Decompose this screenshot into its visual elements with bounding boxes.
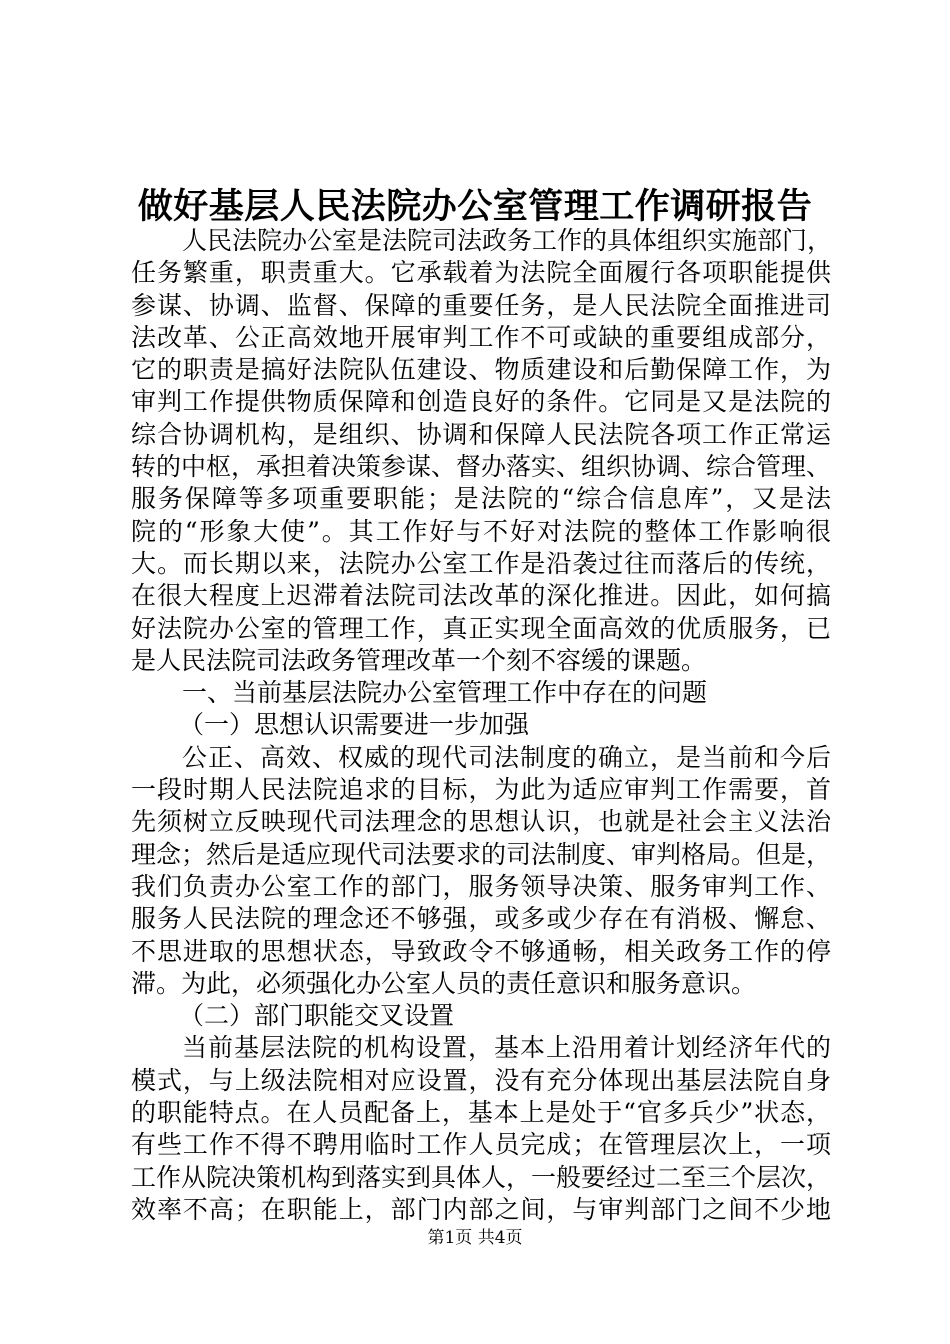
- text-line: 服务保障等多项重要职能；是法院的“综合信息库”，又是法: [131, 484, 831, 514]
- text-line: 效率不高；在职能上，部门内部之间，与审判部门之间不少地: [131, 1194, 831, 1224]
- text-line: 服务人民法院的理念还不够强，或多或少存在有消极、懈怠、: [131, 904, 831, 934]
- text-line: 一段时期人民法院追求的目标，为此为适应审判工作需要，首: [131, 775, 831, 805]
- text-line: 滞。为此，必须强化办公室人员的责任意识和服务意识。: [131, 968, 757, 998]
- text-line: 当前基层法院的机构设置，基本上沿用着计划经济年代的: [182, 1033, 831, 1063]
- text-line: 大。而长期以来，法院办公室工作是沿袭过往而落后的传统，: [131, 548, 831, 578]
- text-line: 好法院办公室的管理工作，真正实现全面高效的优质服务，已: [131, 613, 831, 643]
- text-line: 是人民法院司法政务管理改革一个刻不容缓的课题。: [131, 645, 707, 675]
- page-footer: 第1页 共4页: [427, 1228, 523, 1248]
- text-line: 工作从院决策机构到落实到具体人，一般要经过二至三个层次，: [131, 1162, 832, 1192]
- text-line: 我们负责办公室工作的部门，服务领导决策、服务审判工作、: [131, 871, 831, 901]
- text-line: 模式，与上级法院相对应设置，没有充分体现出基层法院自身: [131, 1065, 831, 1095]
- text-line: 法改革、公正高效地开展审判工作不可或缺的重要组成部分，: [131, 322, 831, 352]
- text-line: 先须树立反映现代司法理念的思想认识，也就是社会主义法治: [131, 807, 831, 837]
- text-line: 它的职责是搞好法院队伍建设、物质建设和后勤保障工作，为: [131, 355, 831, 385]
- text-line: 审判工作提供物质保障和创造良好的条件。它同是又是法院的: [131, 387, 831, 417]
- text-line: 院的“形象大使”。其工作好与不好对法院的整体工作影响很: [131, 516, 831, 546]
- text-line: 参谋、协调、监督、保障的重要任务，是人民法院全面推进司: [131, 290, 831, 320]
- document-body: [131, 225, 831, 1226]
- text-line: 有些工作不得不聘用临时工作人员完成；在管理层次上，一项: [131, 1130, 831, 1160]
- text-line: 转的中枢，承担着决策参谋、督办落实、组织协调、综合管理、: [131, 452, 832, 482]
- text-line: （一）思想认识需要进一步加强: [179, 710, 530, 740]
- text-line: 在很大程度上迟滞着法院司法改革的深化推进。因此，如何搞: [131, 581, 831, 611]
- text-line: 人民法院办公室是法院司法政务工作的具体组织实施部门，: [182, 226, 833, 255]
- text-line: 的职能特点。在人员配备上，基本上是处于“官多兵少”状态，: [131, 1098, 831, 1128]
- text-line: 理念；然后是适应现代司法要求的司法制度、审判格局。但是，: [131, 839, 832, 869]
- text-line: 一、当前基层法院办公室管理工作中存在的问题: [182, 678, 708, 708]
- text-line: 综合协调机构，是组织、协调和保障人民法院各项工作正常运: [131, 419, 831, 449]
- text-line: （二）部门职能交叉设置: [179, 1001, 455, 1031]
- document-title: 做好基层人民法院办公室管理工作调研报告: [137, 186, 813, 227]
- text-line: 不思进取的思想状态，导致政令不够通畅，相关政务工作的停: [131, 936, 831, 966]
- text-line: 公正、高效、权威的现代司法制度的确立，是当前和今后: [182, 742, 831, 772]
- text-line: 任务繁重，职责重大。它承载着为法院全面履行各项职能提供: [131, 258, 831, 288]
